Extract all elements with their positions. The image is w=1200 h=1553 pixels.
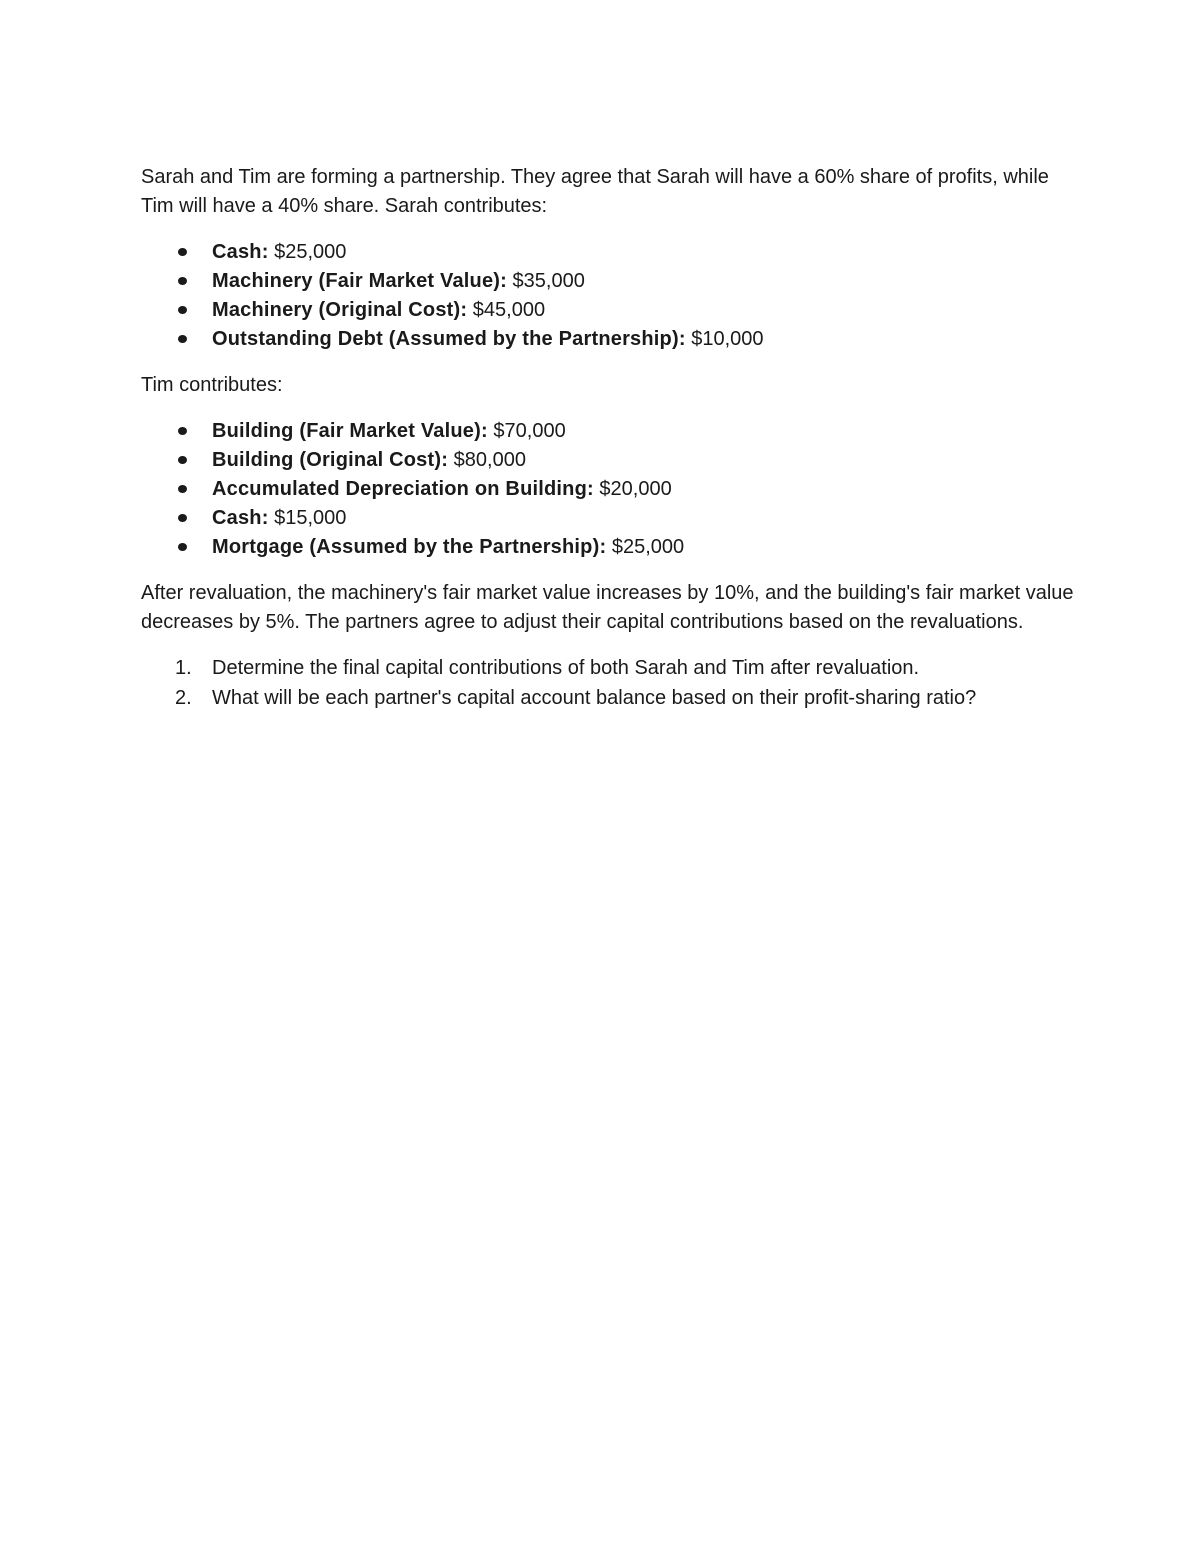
item-label: Outstanding Debt (Assumed by the Partnership): xyxy=(212,328,686,350)
document-body xyxy=(141,163,1081,714)
item-label: Cash: xyxy=(212,241,269,263)
bullet-icon xyxy=(178,543,187,551)
bullet-icon xyxy=(178,456,187,464)
list-item xyxy=(141,238,1081,267)
item-value: $15,000 xyxy=(268,507,347,529)
bullet-icon xyxy=(178,485,187,493)
list-item xyxy=(141,533,1081,562)
item-value: $25,000 xyxy=(268,241,347,263)
list-item xyxy=(141,267,1081,296)
list-item xyxy=(141,325,1081,354)
item-label: Building (Fair Market Value): xyxy=(212,420,488,442)
list-item xyxy=(141,475,1081,504)
item-value: $25,000 xyxy=(606,536,685,558)
bullet-icon xyxy=(178,277,187,285)
item-label: Cash: xyxy=(212,507,269,529)
bullet-icon xyxy=(178,427,187,435)
item-label: Accumulated Depreciation on Building: xyxy=(212,478,594,500)
question-text: What will be each partner's capital account balance based on their profit-sharing ratio? xyxy=(212,687,977,709)
bullet-icon xyxy=(178,306,187,314)
revaluation-paragraph: After revaluation, the machinery's fair market value increases by 10%, and the building's fair market value decreases by 5%. The partners agree to adjust their capital contributions based on the revaluations. xyxy=(141,582,1074,633)
list-item xyxy=(141,296,1081,325)
list-item xyxy=(141,654,1081,684)
item-value: $80,000 xyxy=(448,449,526,471)
tim-intro-paragraph: Tim contributes: xyxy=(141,374,283,396)
questions-list xyxy=(141,654,1081,714)
list-item xyxy=(141,417,1081,446)
question-number: 2. xyxy=(175,687,192,709)
bullet-icon xyxy=(178,335,187,343)
list-item xyxy=(141,504,1081,533)
item-label: Machinery (Original Cost): xyxy=(212,299,468,321)
bullet-icon xyxy=(178,514,187,522)
intro-paragraph: Sarah and Tim are forming a partnership. They agree that Sarah will have a 60% share of profits, while Tim will have a 40% share. Sarah contributes: xyxy=(141,166,1049,217)
sarah-contributions-list xyxy=(141,238,1081,354)
item-label: Building (Original Cost): xyxy=(212,449,449,471)
item-value: $20,000 xyxy=(593,478,672,500)
item-value: $10,000 xyxy=(685,328,764,350)
item-value: $70,000 xyxy=(487,420,566,442)
item-value: $35,000 xyxy=(506,270,585,292)
question-text: Determine the final capital contributions of both Sarah and Tim after revaluation. xyxy=(212,657,920,679)
question-number: 1. xyxy=(175,657,192,679)
tim-contributions-list xyxy=(141,417,1081,562)
bullet-icon xyxy=(178,248,187,256)
item-label: Mortgage (Assumed by the Partnership): xyxy=(212,536,607,558)
item-label: Machinery (Fair Market Value): xyxy=(212,270,507,292)
item-value: $45,000 xyxy=(467,299,546,321)
list-item xyxy=(141,684,1081,714)
list-item xyxy=(141,446,1081,475)
